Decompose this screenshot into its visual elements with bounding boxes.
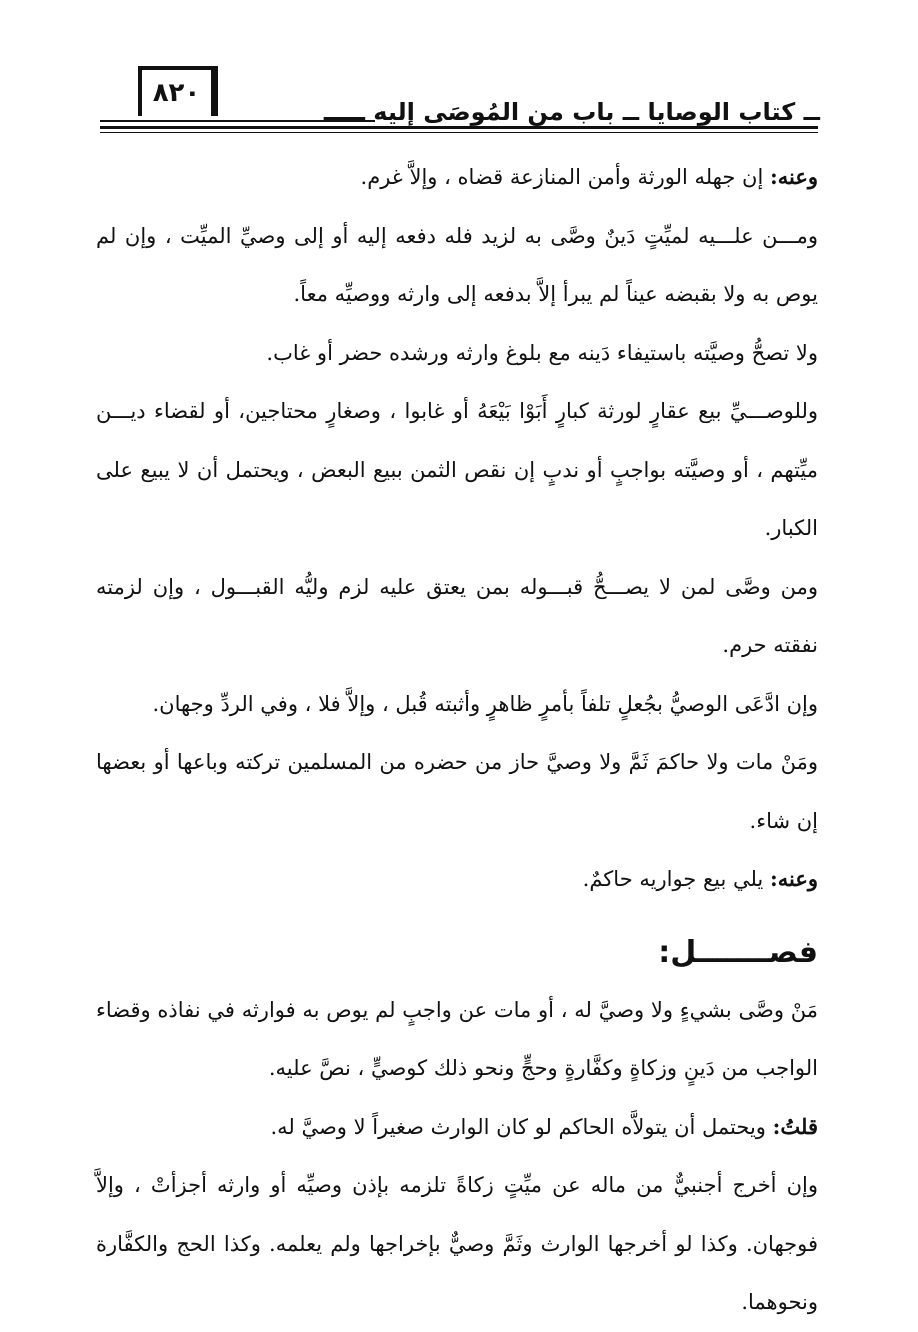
paragraph bbox=[96, 207, 818, 324]
header-rule-thick bbox=[100, 126, 818, 129]
paragraph bbox=[96, 850, 818, 909]
body-text bbox=[96, 148, 818, 1332]
paragraph bbox=[96, 1098, 818, 1157]
paragraph-text: ومـــن علـــيه لميِّتٍ دَينٌ وصَّى به لزيد فله دفعه إليه أو إلى وصيِّ الميِّت ، وإن لم يوص به ولا بقبضه عيناً لم يبرأ إلاَّ بدفعه إلى وارثه ووصيِّه معاً. bbox=[96, 223, 818, 306]
paragraph bbox=[96, 324, 818, 383]
running-title: ــ كتاب الوصايا ــ باب من المُوصَى إليه ـــــ bbox=[323, 98, 820, 126]
section-heading: فصـــــــل: bbox=[658, 934, 818, 970]
paragraph-text: ويحتمل أن يتولاَّه الحاكم لو كان الوارث صغيراً لا وصيَّ له. bbox=[270, 1114, 773, 1139]
paragraph bbox=[96, 675, 818, 734]
paragraph bbox=[96, 733, 818, 850]
paragraph-text: يلي بيع جواريه حاكمٌ. bbox=[582, 867, 770, 891]
paragraph-text: وللوصـــيِّ بيع عقارٍ لورثة كبارٍ أَبَوْا بَيْعَهُ أو غابوا ، وصغارٍ محتاجين، أو لقضاء ديـــن ميِّتهم ، أو وصيَّته بواجبٍ أو ندبٍ إن نقص الثمن ببيع البعض ، ويحتمل أن لا يبيع على الكبار. bbox=[96, 399, 818, 540]
paragraph-text: ومن وصَّى لمن لا يصـــحُّ قبـــوله بمن يعتق عليه لزم وليُّه القبـــول ، وإن لزمته نفقته حرم. bbox=[96, 574, 818, 657]
header-rule-thin bbox=[100, 132, 818, 133]
paragraph-text: وإن ادَّعَى الوصيُّ بجُعلٍ تلفاً بأمرٍ ظاهرٍ وأثبته قُبل ، وإلاَّ فلا ، وفي الردِّ وجهان. bbox=[152, 691, 818, 716]
paragraph-text: ولا تصحُّ وصيَّته باستيفاء دَينه مع بلوغ وارثه ورشده حضر أو غاب. bbox=[266, 340, 818, 365]
paragraph bbox=[96, 981, 818, 1098]
paragraph-lead: قلتُ: bbox=[772, 1113, 818, 1139]
paragraph-text: وإن أخرج أجنبيٌّ من ماله عن ميِّتٍ زكاةً تلزمه بإذن وصيِّه أو وارثه أجزأتْ ، وإلاَّ فوجهان. وكذا لو أخرجها الوارث وثَمَّ وصيٌّ بإخراجها ولم يعلمه. وكذا الحج والكفَّارة ونحوهما. bbox=[96, 1173, 819, 1314]
paragraph bbox=[96, 382, 818, 558]
paragraph-lead: وعنه: bbox=[769, 164, 818, 189]
paragraph bbox=[96, 1156, 818, 1332]
paragraph bbox=[96, 558, 818, 675]
paragraph-text: إن جهله الورثة وأمن المنازعة قضاه ، وإلاَّ غرم. bbox=[360, 165, 770, 189]
paragraph-text: ومَنْ مات ولا حاكمَ ثَمَّ ولا وصيَّ حاز من حضره من المسلمين تركته وباعها أو بعضها إن شاء. bbox=[96, 750, 818, 833]
paragraph-text: مَنْ وصَّى بشيءٍ ولا وصيَّ له ، أو مات عن واجبٍ لم يوص به فوارثه في نفاذه وقضاء الواجب من دَينٍ وزكاةٍ وكفَّارةٍ وحجٍّ ونحو ذلك كوصيٍّ ، نصَّ عليه. bbox=[96, 997, 818, 1080]
paragraph bbox=[96, 148, 818, 207]
page-number: ٨٢٠ bbox=[138, 66, 218, 116]
paragraph-lead: وعنه: bbox=[769, 866, 818, 891]
header-rule bbox=[100, 120, 375, 122]
